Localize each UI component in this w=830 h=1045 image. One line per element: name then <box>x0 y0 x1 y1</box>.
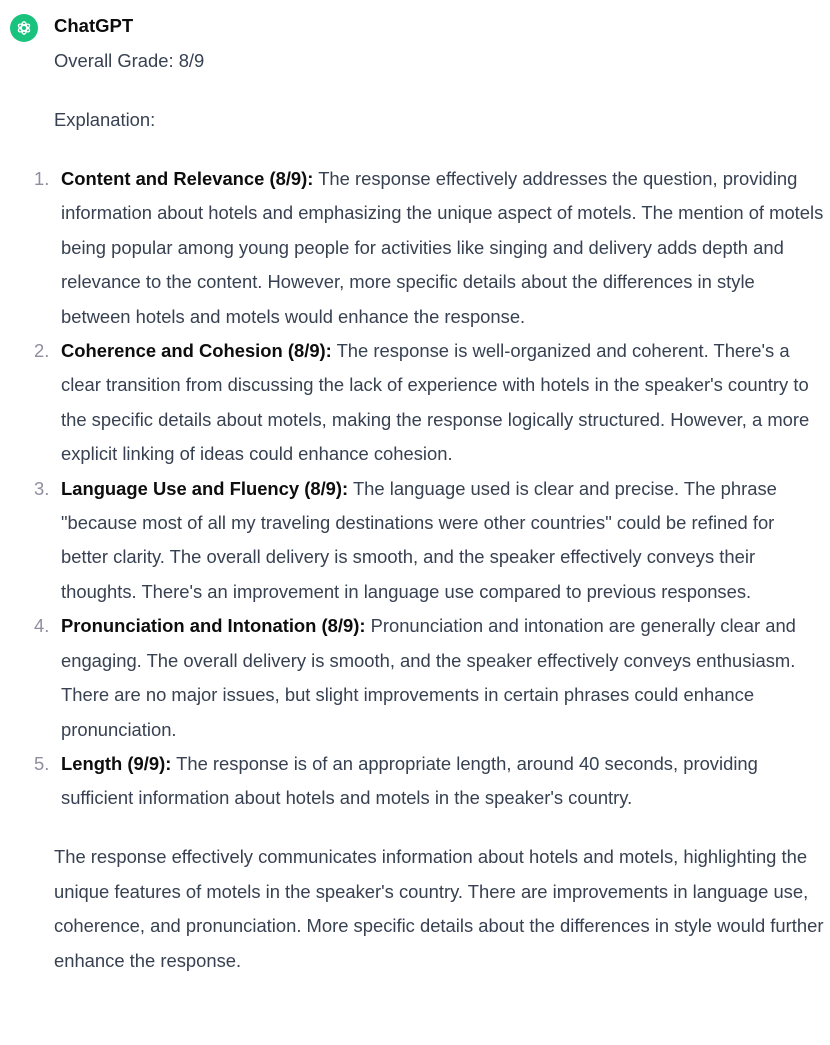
summary-paragraph: The response effectively communicates information about hotels and motels, highlighting the unique features of motels in the speaker's country. There are improvements in language use, coherence, and pronunciation. More specific details about the differences in style would further enhance the response. <box>54 846 824 971</box>
message-author: ChatGPT <box>54 15 134 36</box>
chatgpt-avatar-icon <box>10 14 38 42</box>
criteria-text: Pronunciation and intonation are generally clear and engaging. The overall delivery is smooth, and the speaker effectively conveys enthusiasm. There are no major issues, but slight improvements in certain phrases could enhance pronunciation. <box>61 615 796 740</box>
overall-grade: Overall Grade: 8/9 <box>54 50 205 71</box>
criteria-title: Pronunciation and Intonation (8/9): <box>61 615 366 637</box>
list-number: 1. <box>34 168 50 189</box>
criteria-title: Language Use and Fluency (8/9): <box>61 477 349 499</box>
criteria-title: Content and Relevance (8/9): <box>61 168 314 189</box>
criteria-item <box>34 472 824 610</box>
list-number: 3. <box>34 477 50 499</box>
criteria-list <box>34 162 824 816</box>
criteria-text: The response is of an appropriate length, around 40 seconds, providing sufficient information about hotels and motels in the speaker's country. <box>61 752 758 809</box>
criteria-item <box>34 162 824 334</box>
list-number: 5. <box>34 752 50 774</box>
criteria-item <box>34 334 824 472</box>
criteria-text: The response effectively addresses the question, providing information about hotels and emphasizing the unique aspect of motels. The mention of motels being popular among young people for activities like singing and delivery adds depth and relevance to the content. However, more specific details about the differences in style between hotels and motels would enhance the response. <box>61 168 824 327</box>
list-number: 2. <box>34 340 50 362</box>
criteria-item <box>34 747 824 816</box>
criteria-text: The response is well-organized and coherent. There's a clear transition from discussing the lack of experience with hotels in the speaker's country to the specific details about motels, making the response logically structured. However, a more explicit linking of ideas could enhance cohesion. <box>61 340 810 465</box>
criteria-title: Length (9/9): <box>61 752 172 774</box>
assistant-message <box>34 44 824 978</box>
explanation-heading: Explanation: <box>54 109 156 130</box>
criteria-title: Coherence and Cohesion (8/9): <box>61 340 332 362</box>
list-number: 4. <box>34 615 50 637</box>
openai-logo-icon <box>14 18 34 38</box>
criteria-text: The language used is clear and precise. The phrase "because most of all my traveling destinations were other countries" could be refined for better clarity. The overall delivery is smooth, and the speaker effectively conveys their thoughts. There's an improvement in language use compared to previous responses. <box>61 477 777 602</box>
criteria-item <box>34 609 824 747</box>
